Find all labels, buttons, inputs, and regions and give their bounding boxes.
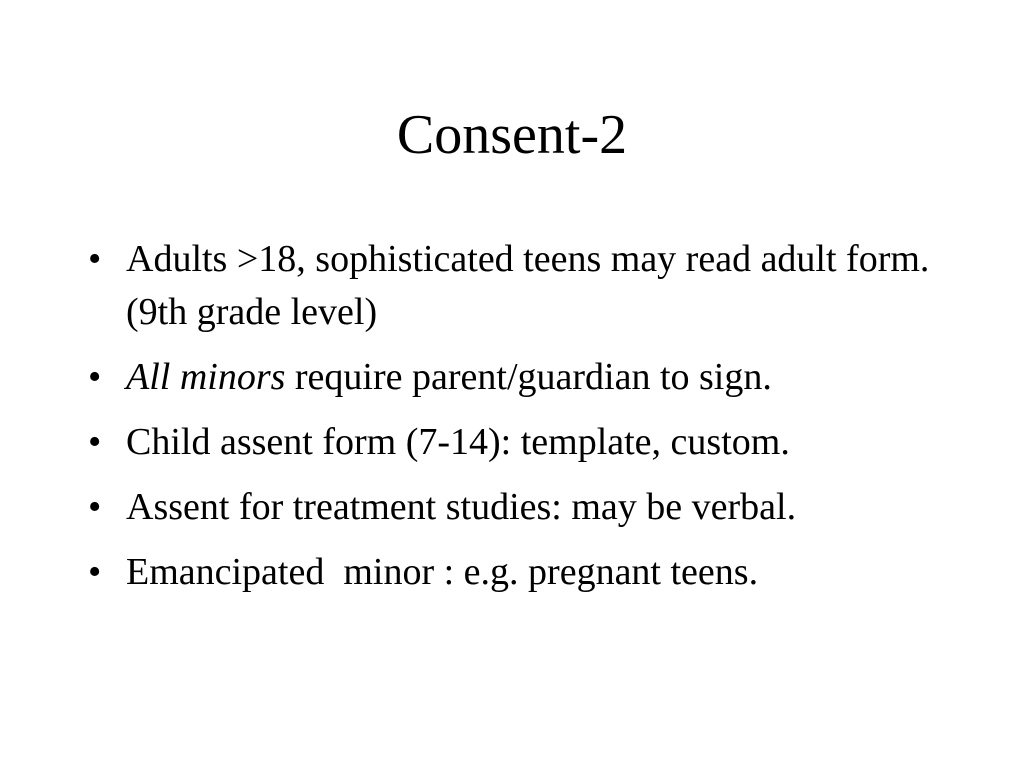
slide-title: Consent-2 (396, 104, 628, 166)
bullet-emphasis: All minors (126, 356, 286, 398)
bullet-item-emancipated (88, 546, 968, 599)
bullet-text: require parent/guardian to sign. (285, 356, 772, 398)
bullet-text: Emancipated minor : e.g. pregnant teens. (126, 551, 759, 593)
bullet-item-child-assent (88, 416, 968, 469)
bullet-item-treatment-assent (88, 481, 968, 534)
bullet-text: Assent for treatment studies: may be verbal. (126, 486, 797, 528)
bullet-item-adults (88, 233, 968, 339)
bullet-icon: • (88, 551, 102, 593)
bullet-icon: • (88, 421, 102, 463)
bullet-icon: • (88, 238, 102, 280)
bullet-icon: • (88, 356, 102, 398)
bullet-item-minors (88, 351, 968, 404)
bullet-icon: • (88, 486, 102, 528)
bullet-text: Child assent form (7-14): template, custom. (126, 421, 790, 463)
bullet-list (88, 233, 968, 611)
bullet-text: Adults >18, sophisticated teens may read adult form. (9th grade level) (126, 238, 930, 333)
